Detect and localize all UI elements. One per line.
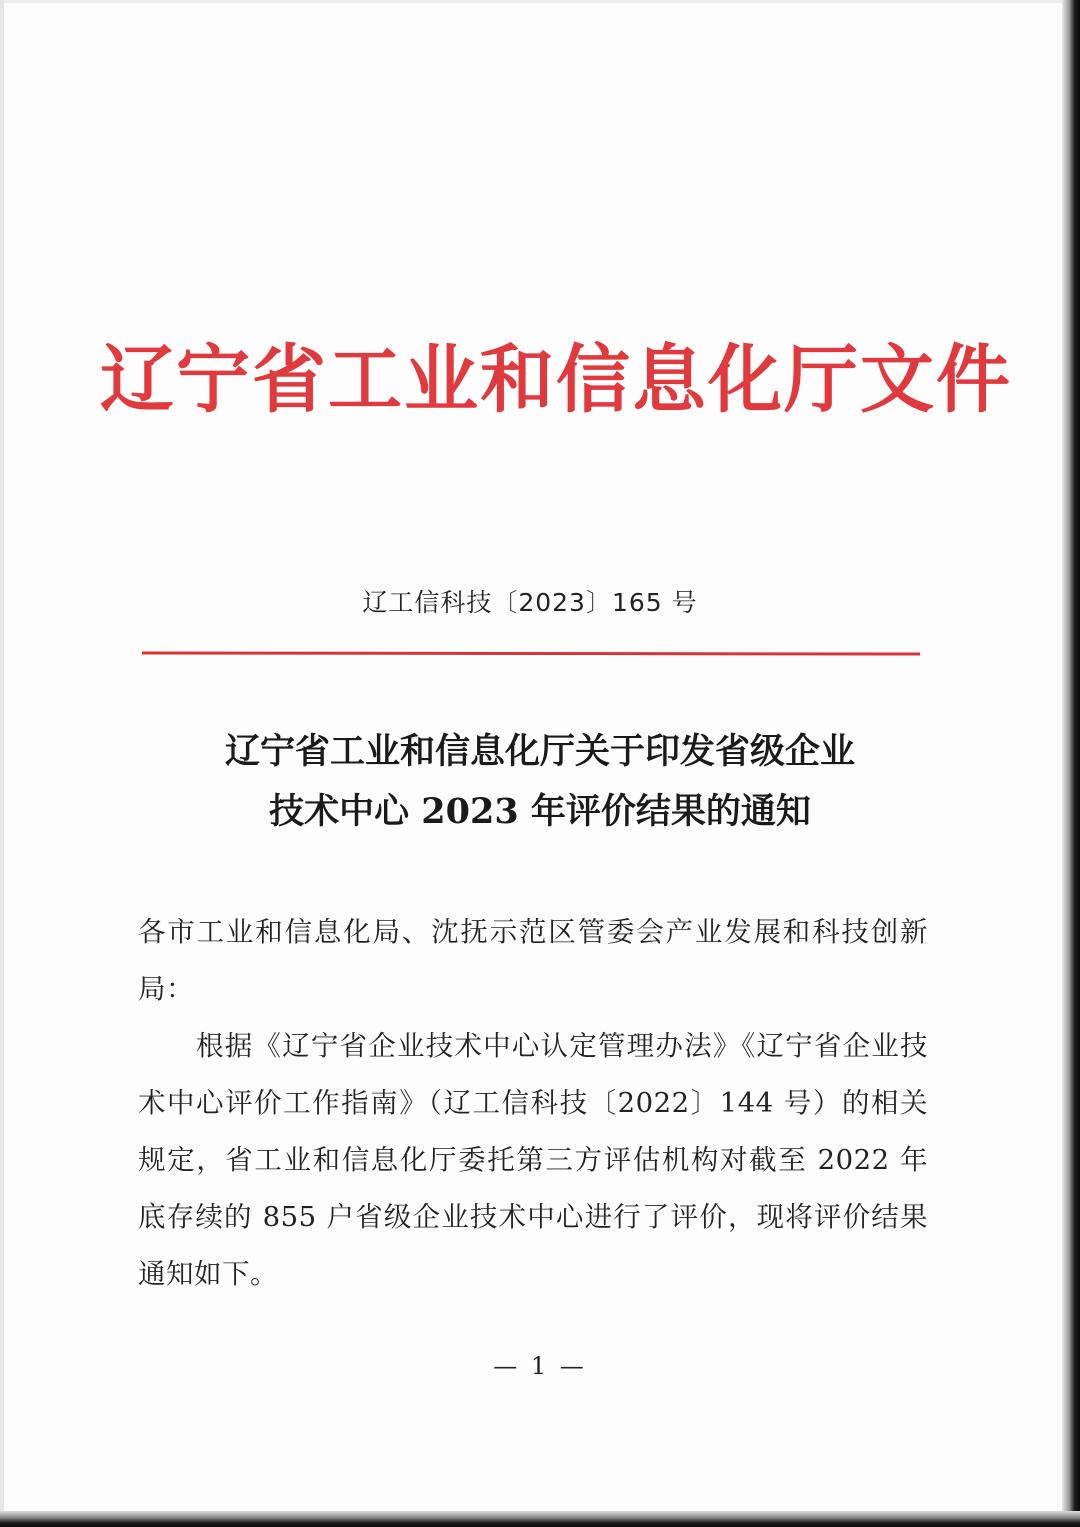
notice-title <box>140 722 940 841</box>
document-body <box>138 904 928 1303</box>
notice-title-line-1: 辽宁省工业和信息化厅关于印发省级企业 <box>224 731 855 772</box>
notice-title-line-2: 技术中心 2023 年评价结果的通知 <box>269 790 811 832</box>
scan-edge-left <box>0 0 4 1527</box>
scan-edge-top <box>0 0 1080 3</box>
scan-edge-bottom <box>0 1511 1080 1527</box>
scan-edge-right <box>1062 0 1080 1527</box>
issuing-authority-header: 辽宁省工业和信息化厅文件 <box>100 337 1012 423</box>
page-number: — 1 — <box>493 1352 587 1380</box>
addressee: 各市工业和信息化局、沈抚示范区管委会产业发展和科技创新局： <box>138 916 928 1005</box>
red-separator-line <box>142 651 920 655</box>
body-paragraph: 根据《辽宁省企业技术中心认定管理办法》《辽宁省企业技术中心评价工作指南》（辽工信科技〔2022〕144 号）的相关规定，省工业和信息化厅委托第三方评估机构对截至 2022 年底存续的 855 户省级企业技术中心进行了评价，现将评价结果通知如下。 <box>138 1030 928 1290</box>
document-number: 辽工信科技〔2023〕165 号 <box>362 588 698 617</box>
